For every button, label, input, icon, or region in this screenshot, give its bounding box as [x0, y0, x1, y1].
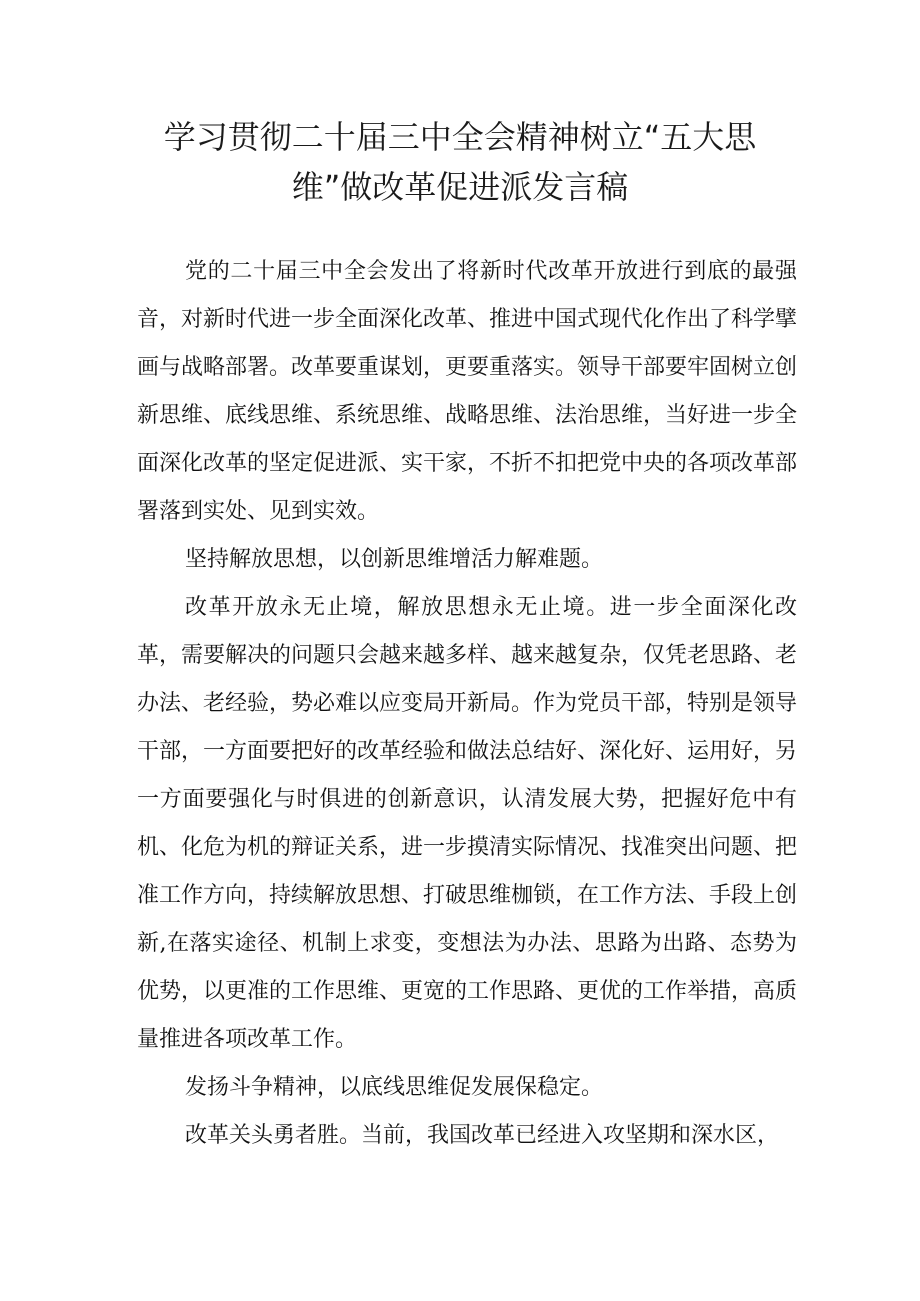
- title-line-1: 学习贯彻二十届三中全会精神树立“五大思: [163, 118, 757, 156]
- section-heading-innovation: 坚持解放思想，以创新思维增活力解难题。: [185, 547, 604, 572]
- document-title: [120, 112, 800, 212]
- paragraph-intro: 党的二十届三中全会发出了将新时代改革开放进行到底的最强音，对新时代进一步全面深化改革、推进中国式现代化作出了科学擘画与战略部署。改革要重谋划，更要重落实。领导干部要牢固树立创新思维、底线思维、系统思维、战略思维、法治思维，当好进一步全面深化改革的坚定促进派、实干家，不折不扣把党中央的各项改革部署落到实处、见到实效。: [137, 259, 798, 524]
- title-line-2: 维”做改革促进派发言稿: [291, 168, 629, 206]
- paragraph-bottom-line: 改革关头勇者胜。当前，我国改革已经进入攻坚期和深水区，: [185, 1123, 780, 1148]
- section-heading-bottom-line: 发扬斗争精神，以底线思维促发展保稳定。: [185, 1075, 604, 1100]
- document-body: [137, 248, 797, 1160]
- paragraph-innovation: 改革开放永无止境，解放思想永无止境。进一步全面深化改革，需要解决的问题只会越来越多样、越来越复杂，仅凭老思路、老办法、老经验，势必难以应变局开新局。作为党员干部，特别是领导干部，一方面要把好的改革经验和做法总结好、深化好、运用好，另一方面要强化与时俱进的创新意识，认清发展大势，把握好危中有机、化危为机的辩证关系，进一步摸清实际情况、找准突出问题、把准工作方向，持续解放思想、打破思维枷锁，在工作方法、手段上创新,在落实途径、机制上求变，变想法为办法、思路为出路、态势为优势，以更准的工作思维、更宽的工作思路、更优的工作举措，高质量推进各项改革工作。: [137, 595, 798, 1052]
